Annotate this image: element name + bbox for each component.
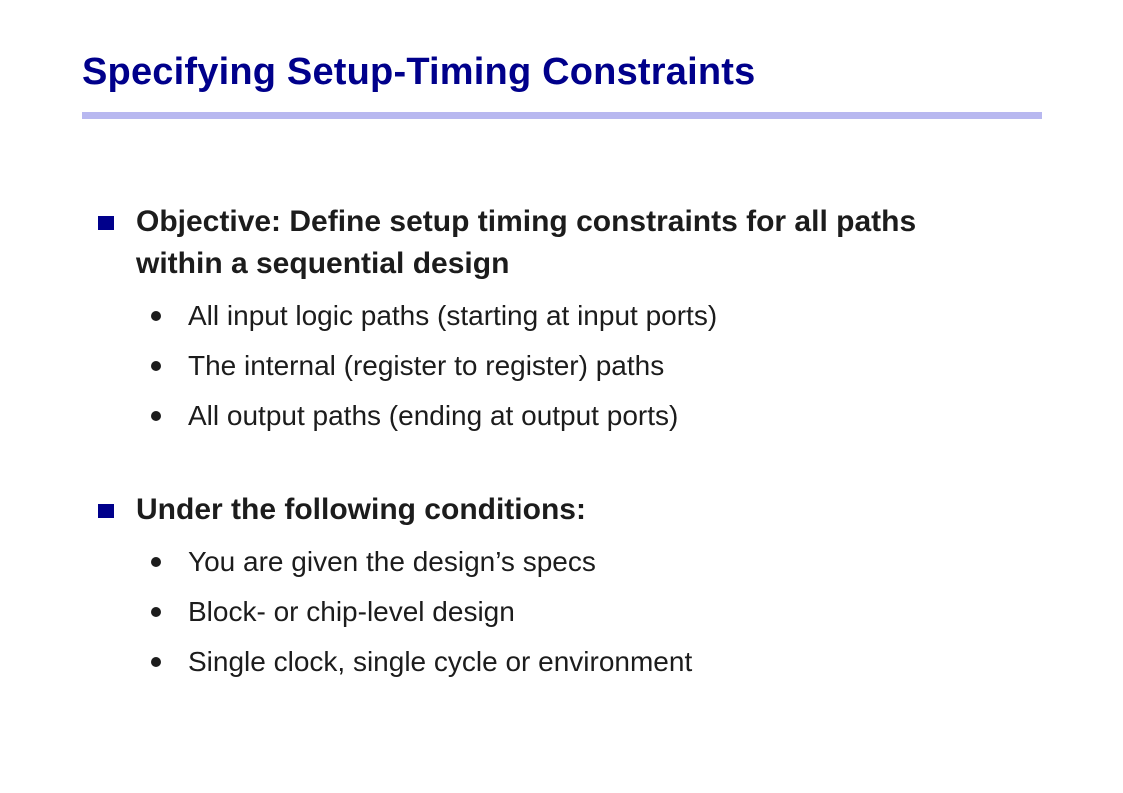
round-bullet-icon bbox=[151, 361, 161, 371]
list-item bbox=[98, 537, 998, 587]
title-underline-divider bbox=[82, 112, 1042, 119]
round-bullet-icon bbox=[151, 607, 161, 617]
list-item-text: All input logic paths (starting at input ports) bbox=[188, 300, 718, 331]
list-item bbox=[98, 587, 998, 637]
list-item bbox=[98, 341, 998, 391]
conditions-section bbox=[98, 489, 998, 687]
square-bullet-icon bbox=[98, 504, 114, 518]
list-item-text: You are given the design’s specs bbox=[188, 546, 596, 577]
list-item bbox=[98, 291, 998, 341]
list-item-text: The internal (register to register) paths bbox=[188, 350, 665, 381]
round-bullet-icon bbox=[151, 557, 161, 567]
round-bullet-icon bbox=[151, 411, 161, 421]
round-bullet-icon bbox=[151, 311, 161, 321]
conditions-heading-text: Under the following conditions: bbox=[136, 493, 586, 526]
list-item-text: All output paths (ending at output ports) bbox=[188, 400, 679, 431]
slide-title: Specifying Setup-Timing Constraints bbox=[82, 51, 756, 93]
objective-section bbox=[98, 201, 998, 441]
conditions-list bbox=[98, 537, 998, 687]
objective-list bbox=[98, 291, 998, 441]
objective-heading-text: Objective: Define setup timing constraints for all paths within a sequential design bbox=[136, 205, 917, 280]
round-bullet-icon bbox=[151, 657, 161, 667]
conditions-heading bbox=[98, 489, 998, 531]
list-item-text: Block- or chip-level design bbox=[188, 596, 515, 627]
square-bullet-icon bbox=[98, 216, 114, 230]
objective-heading bbox=[98, 201, 998, 285]
list-item bbox=[98, 637, 998, 687]
list-item-text: Single clock, single cycle or environment bbox=[188, 646, 693, 677]
list-item bbox=[98, 391, 998, 441]
